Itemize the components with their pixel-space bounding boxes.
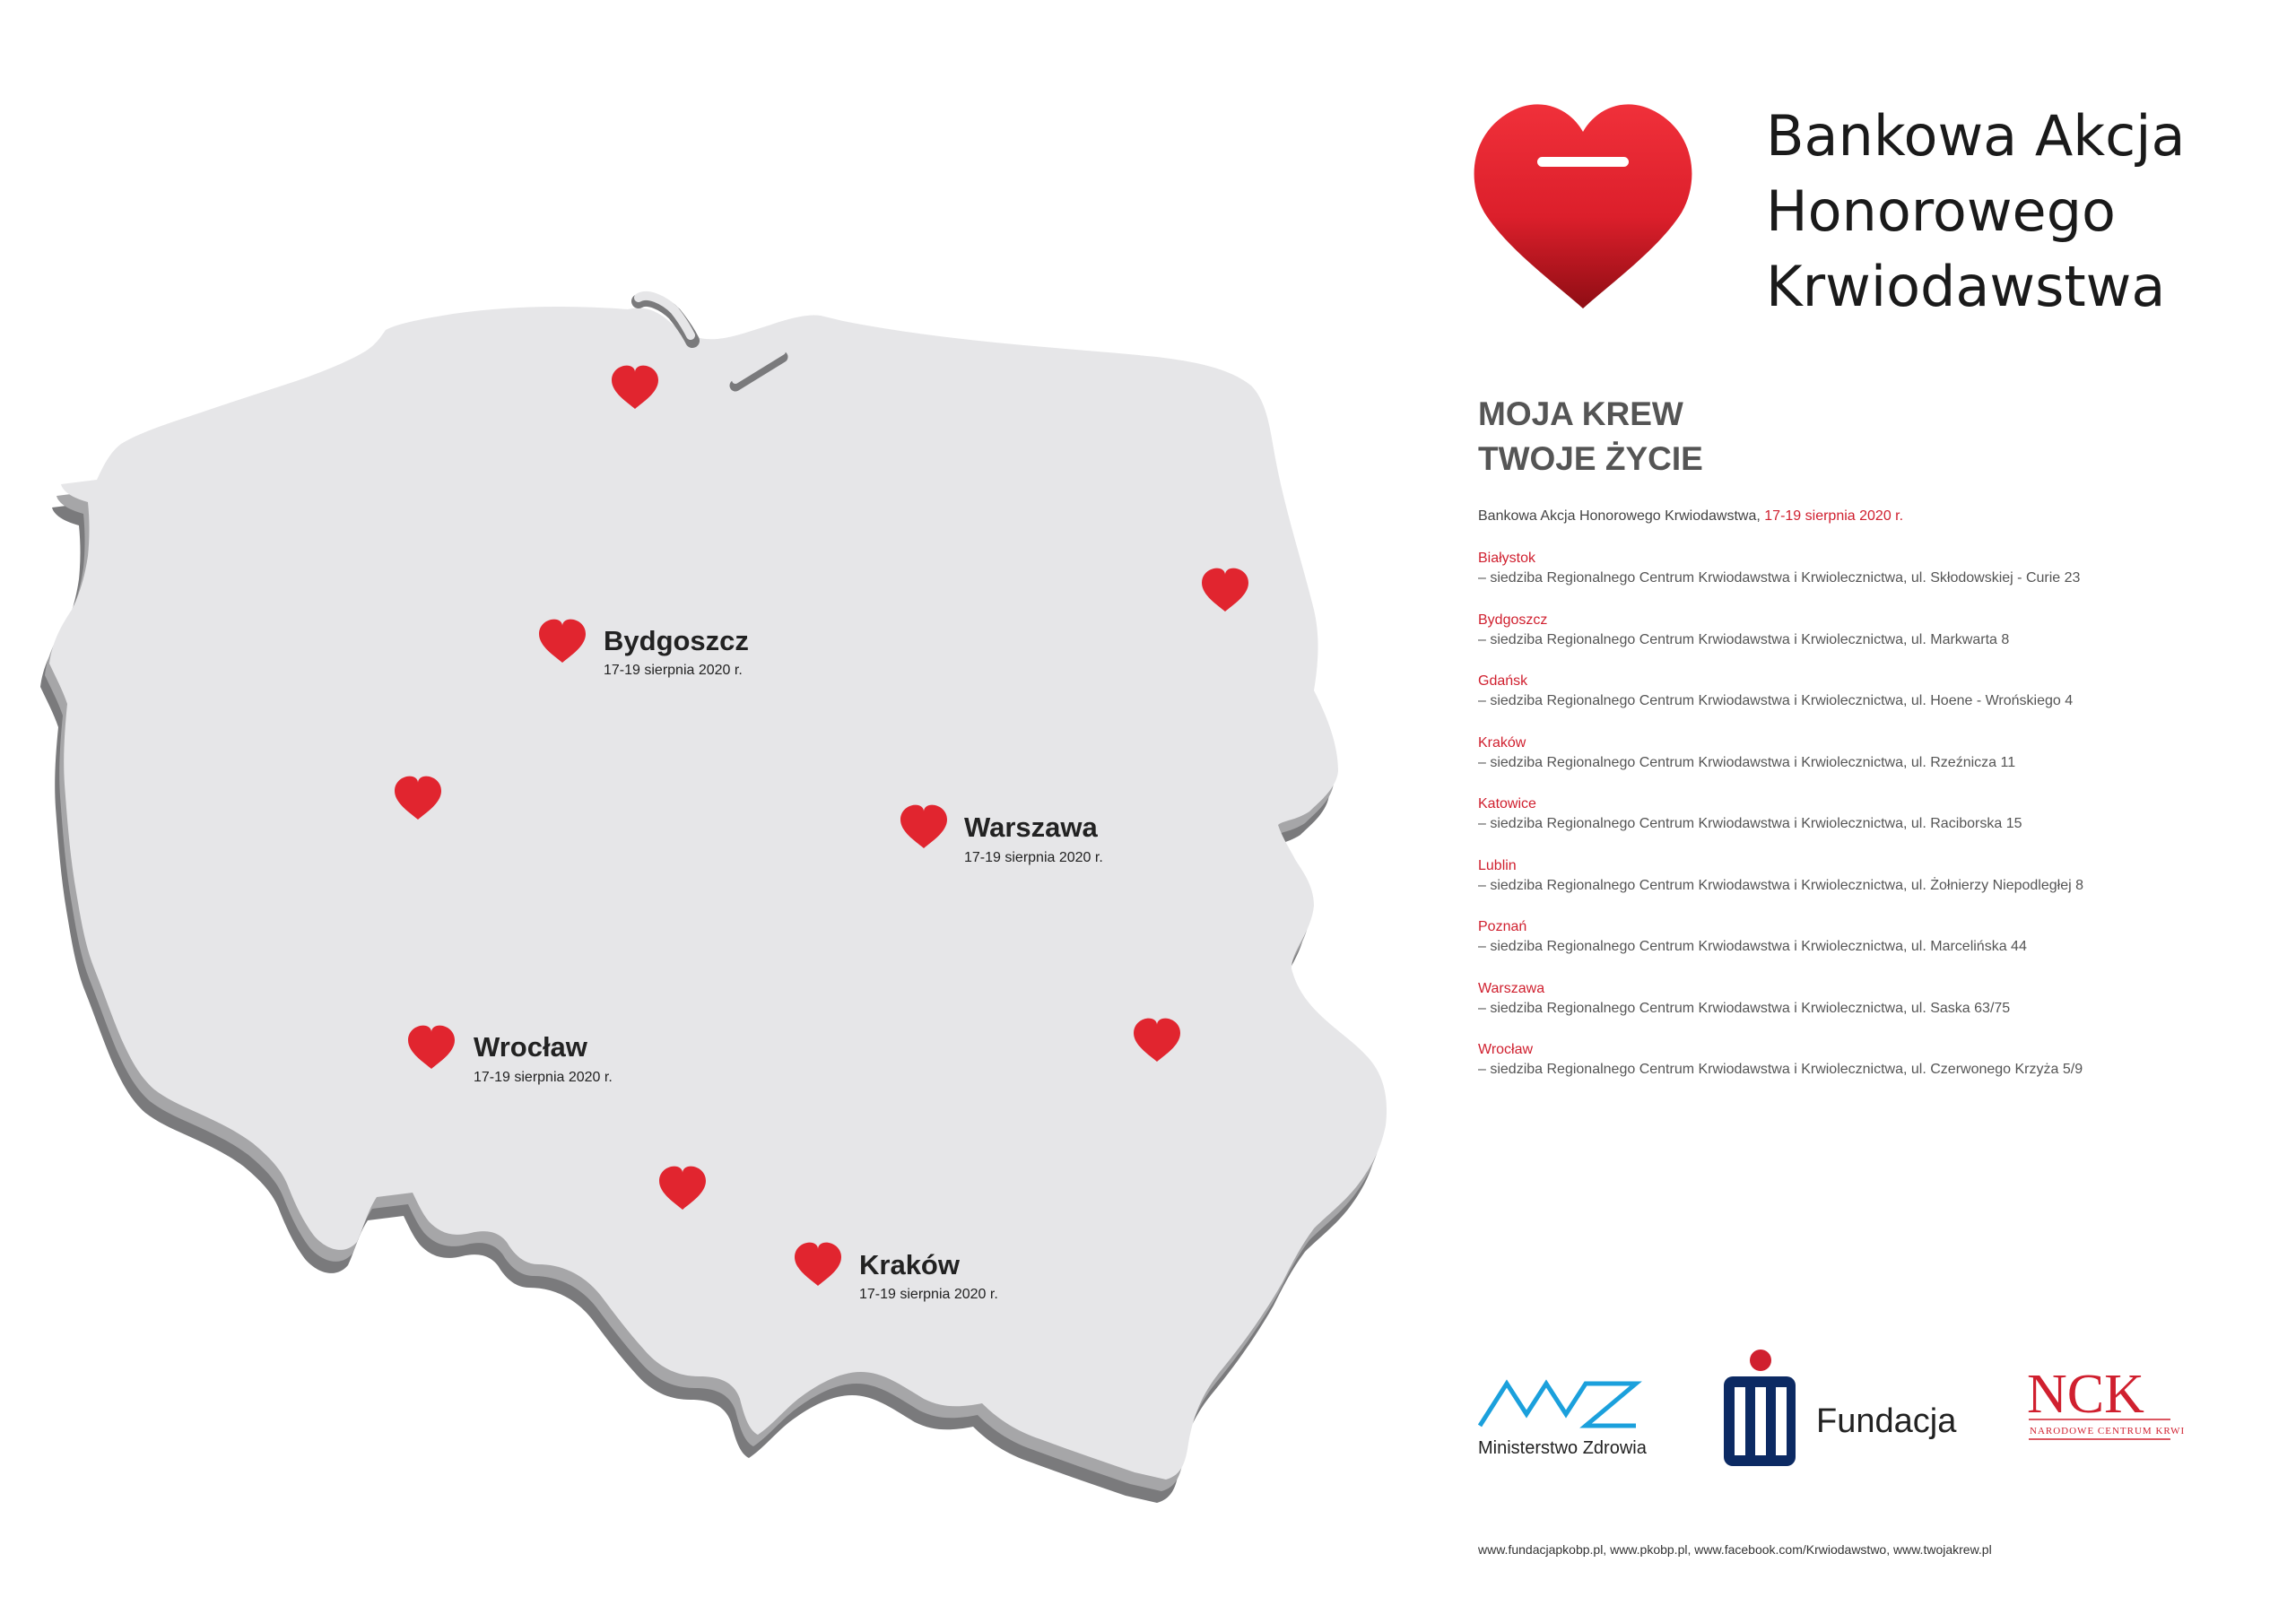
nck-sub: NARODOWE CENTRUM KRWI bbox=[2030, 1426, 2186, 1436]
title-line: Krwiodawstwa bbox=[1766, 254, 2166, 319]
list-item bbox=[1478, 733, 2267, 795]
location-address: – siedziba Regionalnego Centrum Krwiodawstwa i Krwiolecznictwa, ul. Hoene - Wrońskiego 4 bbox=[1478, 693, 2074, 708]
location-address: – siedziba Regionalnego Centrum Krwiodawstwa i Krwiolecznictwa, ul. Żołnierzy Niepodległej 8 bbox=[1478, 877, 2083, 893]
location-city: Bydgoszcz bbox=[1478, 612, 1548, 628]
locations-list bbox=[1478, 549, 2267, 1102]
location-address: – siedziba Regionalnego Centrum Krwiodawstwa i Krwiolecznictwa, ul. Czerwonego Krzyża 5/9 bbox=[1478, 1062, 2083, 1077]
pko-fundacja-logo bbox=[1724, 1350, 1957, 1466]
list-item bbox=[1478, 979, 2267, 1041]
list-item bbox=[1478, 672, 2267, 733]
location-city: Kraków bbox=[1478, 734, 1526, 751]
location-city: Gdańsk bbox=[1478, 673, 1528, 689]
city-name: Warszawa bbox=[964, 812, 1098, 843]
location-city: Warszawa bbox=[1478, 980, 1545, 996]
location-city: Wrocław bbox=[1478, 1042, 1534, 1057]
list-item bbox=[1478, 549, 2267, 611]
city-name: Bydgoszcz bbox=[604, 625, 749, 656]
location-city: Lublin bbox=[1478, 857, 1517, 873]
ministerstwo-zdrowia-logo bbox=[1478, 1384, 1648, 1458]
location-city: Katowice bbox=[1478, 796, 1536, 812]
location-address: – siedziba Regionalnego Centrum Krwiodawstwa i Krwiolecznictwa, ul. Marcelińska 44 bbox=[1478, 939, 2027, 954]
city-date: 17-19 sierpnia 2020 r. bbox=[964, 850, 1103, 865]
mz-label: Ministerstwo Zdrowia bbox=[1478, 1438, 1647, 1458]
list-item bbox=[1478, 917, 2267, 979]
slogan-line: TWOJE ŻYCIE bbox=[1478, 440, 1703, 477]
city-name: Kraków bbox=[859, 1249, 960, 1280]
city-date: 17-19 sierpnia 2020 r. bbox=[474, 1070, 613, 1085]
city-date: 17-19 sierpnia 2020 r. bbox=[604, 663, 743, 678]
intro-label: Bankowa Akcja Honorowego Krwiodawstwa, bbox=[1478, 508, 1765, 524]
intro-dates: 17-19 sierpnia 2020 r. bbox=[1764, 508, 1904, 524]
title-line: Honorowego bbox=[1766, 178, 2116, 244]
slogan-line: MOJA KREW bbox=[1478, 395, 1683, 432]
footer-links: www.fundacjapkobp.pl, www.pkobp.pl, www.facebook.com/Krwiodawstwo, www.twojakrew.pl bbox=[1478, 1542, 1992, 1557]
location-address: – siedziba Regionalnego Centrum Krwiodawstwa i Krwiolecznictwa, ul. Saska 63/75 bbox=[1478, 1000, 2011, 1016]
list-item bbox=[1478, 794, 2267, 856]
location-address: – siedziba Regionalnego Centrum Krwiodawstwa i Krwiolecznictwa, ul. Skłodowskiej - Curie 23 bbox=[1478, 570, 2081, 586]
app-title bbox=[1766, 99, 2185, 325]
list-item bbox=[1478, 856, 2267, 918]
location-address: – siedziba Regionalnego Centrum Krwiodawstwa i Krwiolecznictwa, ul. Markwarta 8 bbox=[1478, 631, 2010, 647]
list-item bbox=[1478, 611, 2267, 673]
map-land bbox=[49, 307, 1387, 1480]
partner-logos bbox=[1471, 1350, 2278, 1484]
nck-label: NCK bbox=[2027, 1364, 2144, 1425]
intro-text bbox=[1478, 508, 1903, 525]
city-name: Wrocław bbox=[474, 1031, 587, 1063]
city-date: 17-19 sierpnia 2020 r. bbox=[859, 1287, 998, 1302]
title-line: Bankowa Akcja bbox=[1766, 103, 2186, 169]
list-item bbox=[1478, 1040, 2267, 1102]
slogan bbox=[1478, 392, 1703, 482]
location-address: – siedziba Regionalnego Centrum Krwiodawstwa i Krwiolecznictwa, ul. Rzeźnicza 11 bbox=[1478, 754, 2016, 770]
fundacja-label: Fundacja bbox=[1816, 1402, 1957, 1440]
location-city: Białystok bbox=[1478, 551, 1536, 566]
location-address: – siedziba Regionalnego Centrum Krwiodawstwa i Krwiolecznictwa, ul. Raciborska 15 bbox=[1478, 816, 2022, 831]
nck-logo bbox=[2027, 1364, 2185, 1439]
location-city: Poznań bbox=[1478, 919, 1527, 934]
heart-piggybank-icon bbox=[1471, 100, 1695, 308]
